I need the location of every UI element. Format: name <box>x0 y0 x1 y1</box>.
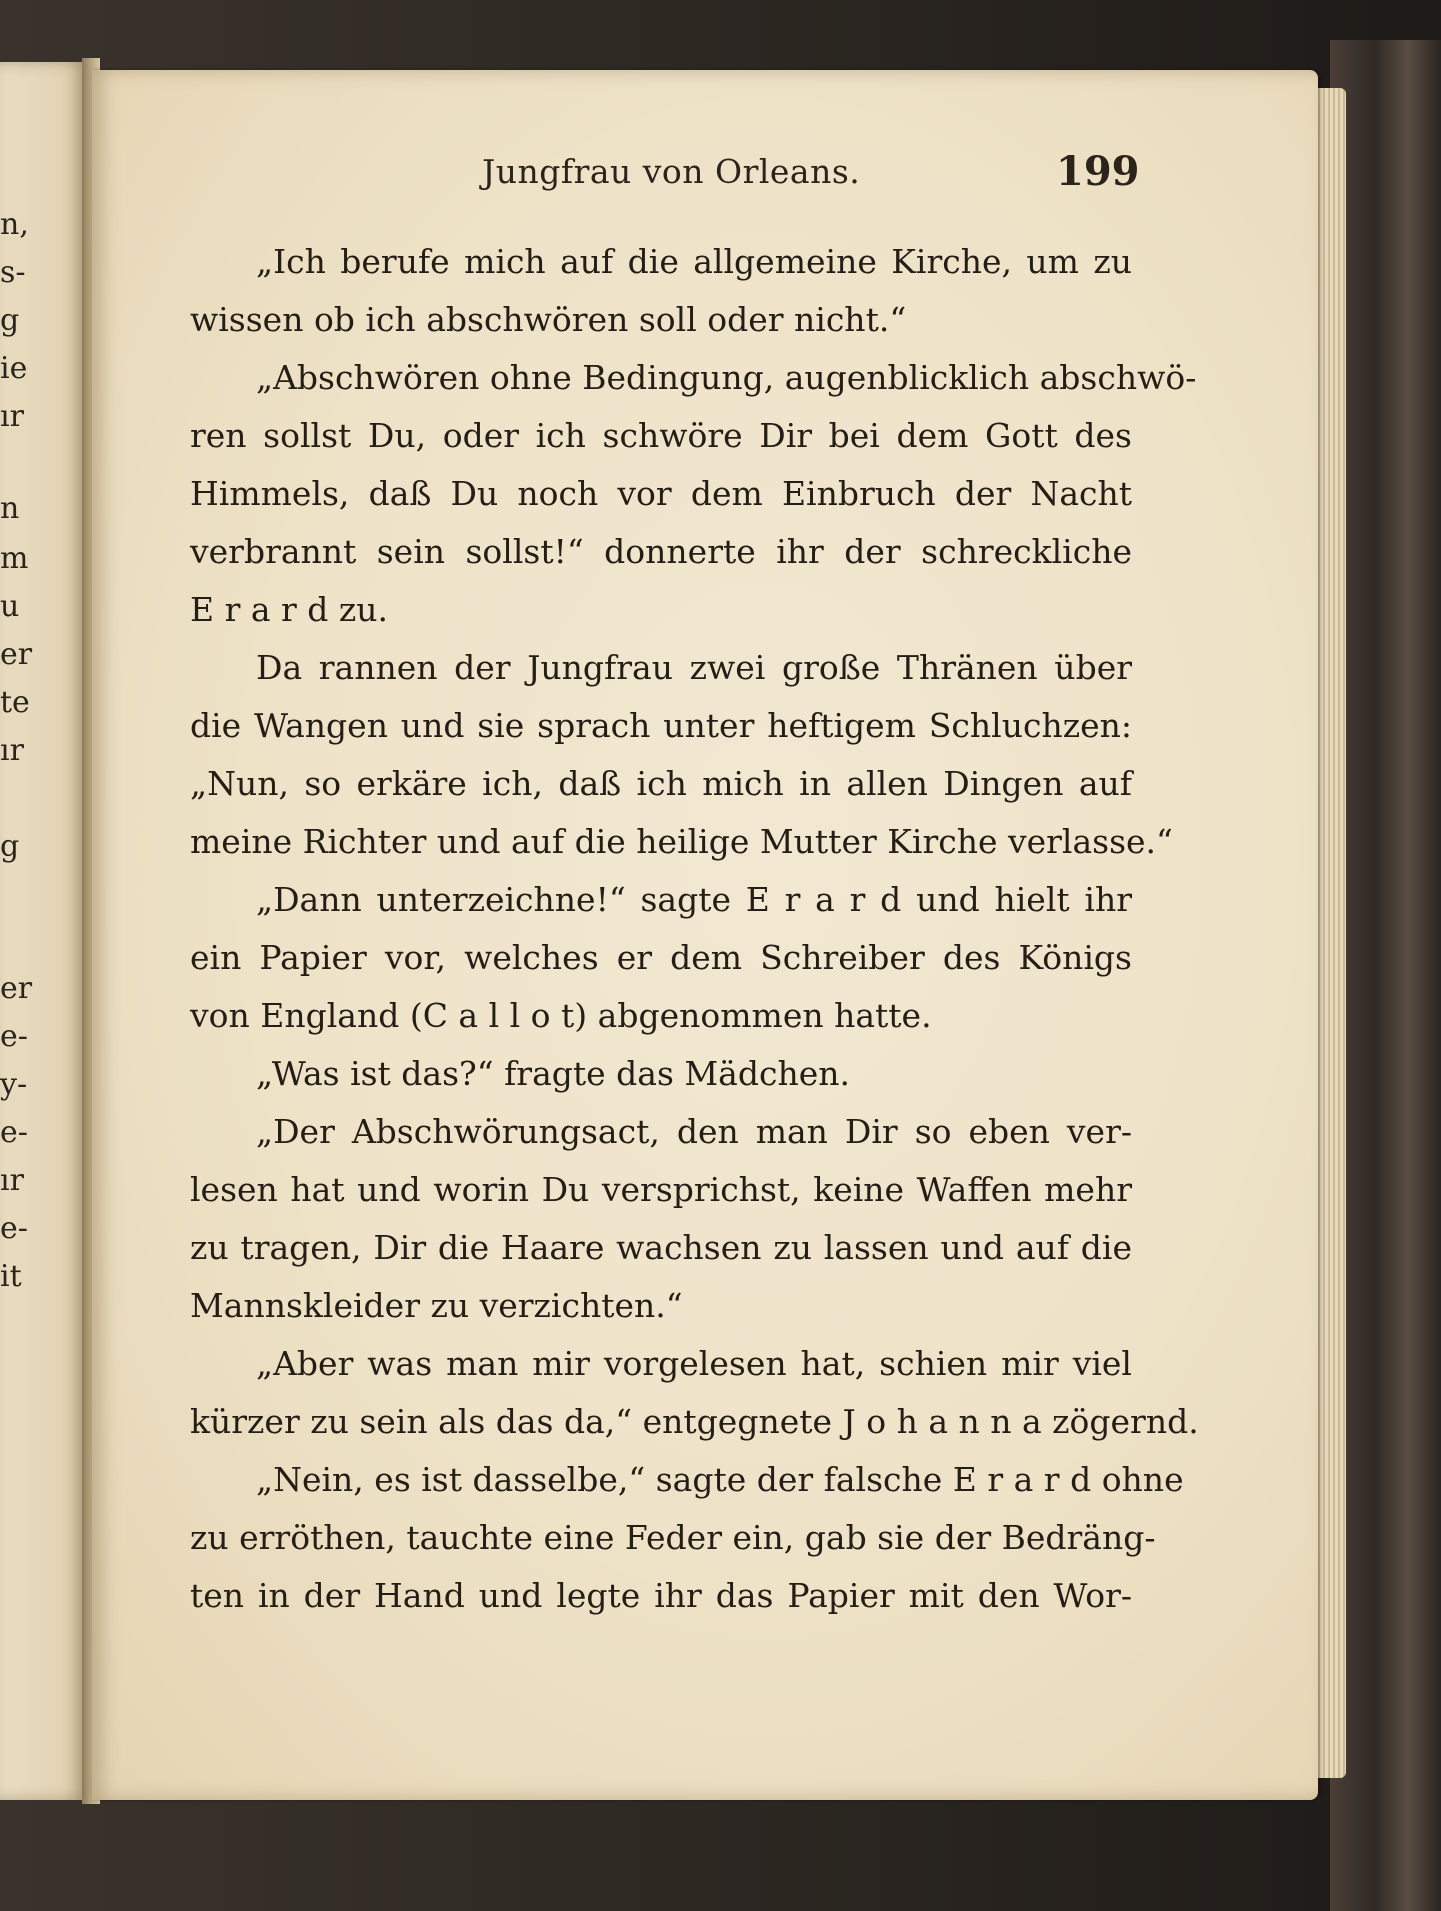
facing-page-fragment: te <box>0 685 30 720</box>
facing-page-fragment: g <box>0 829 20 864</box>
text-line: lesen hat und worin Du versprichst, keine Waffen mehr <box>190 1170 1132 1209</box>
running-title: Jungfrau von Orleans. <box>482 152 861 191</box>
text-line: ren sollst Du, oder ich schwöre Dir bei dem Gott des <box>190 416 1132 455</box>
text-line: die Wangen und sie sprach unter heftigem Schluchzen: <box>190 706 1132 745</box>
text-line: wissen ob ich abschwören soll oder nicht.“ <box>190 300 907 339</box>
facing-page-fragment: ır <box>0 399 24 434</box>
text-line: Mannskleider zu verzichten.“ <box>190 1286 683 1325</box>
facing-page-fragment: ır <box>0 1163 24 1198</box>
facing-page-fragment: n, <box>0 207 29 242</box>
text-line: Himmels, daß Du noch vor dem Einbruch der Nacht <box>190 474 1132 513</box>
text-line: „Aber was man mir vorgelesen hat, schien mir viel <box>256 1344 1132 1383</box>
text-line: „Abschwören ohne Bedingung, augenblicklich abschwö- <box>256 358 1197 397</box>
facing-page-fragment: e- <box>0 1211 28 1246</box>
text-line: „Was ist das?“ fragte das Mädchen. <box>256 1054 850 1093</box>
text-line: „Nein, es ist dasselbe,“ sagte der falsche E r a r d ohne <box>256 1460 1184 1499</box>
text-line: meine Richter und auf die heilige Mutter Kirche verlasse.“ <box>190 822 1173 861</box>
facing-page-fragment: n <box>0 491 20 526</box>
text-line: zu erröthen, tauchte eine Feder ein, gab sie der Bedräng- <box>190 1518 1156 1557</box>
text-line: verbrannt sein sollst!“ donnerte ihr der schreckliche <box>190 532 1132 571</box>
facing-page-fragment: e- <box>0 1115 28 1150</box>
text-line: „Nun, so erkäre ich, daß ich mich in allen Dingen auf <box>190 764 1132 803</box>
text-line: „Der Abschwörungsact, den man Dir so eben ver- <box>256 1112 1132 1151</box>
facing-page-fragment: er <box>0 637 33 672</box>
facing-page-fragment: ır <box>0 733 24 768</box>
facing-page-fragment: s- <box>0 255 26 290</box>
facing-page-fragment: u <box>0 589 20 624</box>
facing-page-fragment: er <box>0 971 33 1006</box>
facing-page-fragment: it <box>0 1259 22 1294</box>
facing-page-fragment: m <box>0 541 29 576</box>
text-line: E r a r d zu. <box>190 590 389 629</box>
body-text <box>190 233 1199 1625</box>
facing-page-fragment: g <box>0 303 20 338</box>
running-header <box>392 148 1192 198</box>
text-line: ein Papier vor, welches er dem Schreiber des Königs <box>190 938 1132 977</box>
text-line: ten in der Hand und legte ihr das Papier mit den Wor- <box>190 1576 1132 1615</box>
book-cover-edge <box>1330 40 1441 1911</box>
text-line: Da rannen der Jungfrau zwei große Thränen über <box>256 648 1132 687</box>
left-facing-page <box>0 62 88 1800</box>
facing-page-fragment: ie <box>0 351 28 386</box>
facing-page-fragment: e- <box>0 1019 28 1054</box>
text-line: „Dann unterzeichne!“ sagte E r a r d und hielt ihr <box>256 880 1132 919</box>
facing-page-fragment: y- <box>0 1067 28 1102</box>
text-line: „Ich berufe mich auf die allgemeine Kirche, um zu <box>256 242 1132 281</box>
text-line: von England (C a l l o t) abgenommen hatte. <box>190 996 932 1035</box>
text-line: kürzer zu sein als das da,“ entgegnete J o h a n n a zögernd. <box>190 1402 1199 1441</box>
page-number: 199 <box>1056 148 1140 195</box>
text-line: zu tragen, Dir die Haare wachsen zu lassen und auf die <box>190 1228 1132 1267</box>
